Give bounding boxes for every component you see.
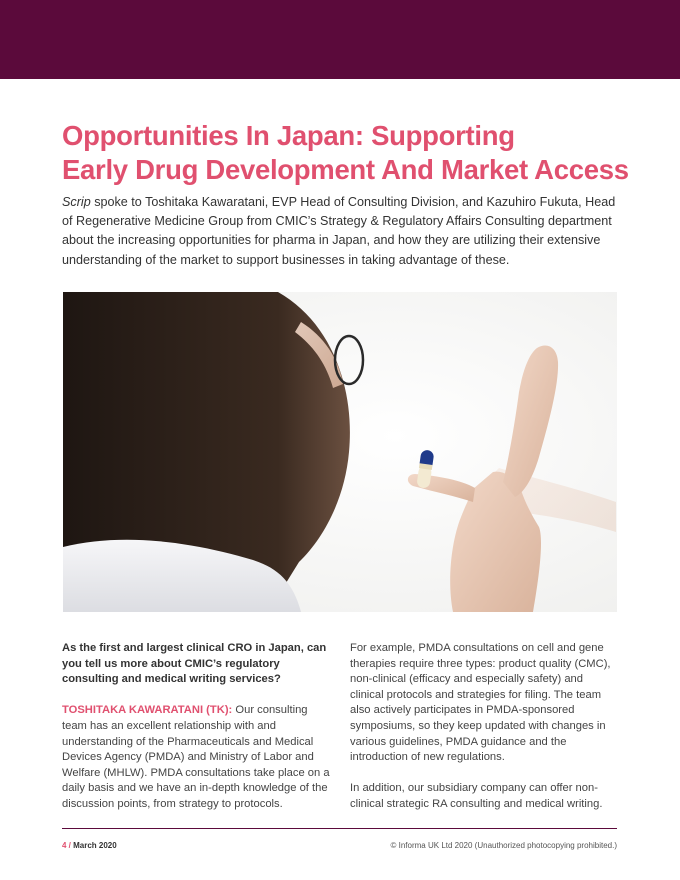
page-number: 4 bbox=[62, 841, 67, 850]
article-intro bbox=[62, 193, 620, 270]
interview-question: As the first and largest clinical CRO in Japan, can you tell us more about CMIC’s regulatory consulting and medical writing services? bbox=[62, 642, 327, 686]
title-line2: Early Drug Development And Market Access bbox=[62, 154, 629, 185]
speaker-label: TOSHITAKA KAWARATANI (TK): bbox=[62, 704, 233, 717]
article-title bbox=[62, 119, 642, 187]
left-column bbox=[62, 641, 330, 813]
hero-photo bbox=[63, 292, 617, 612]
header-band bbox=[0, 0, 680, 79]
footer-page-info bbox=[62, 841, 117, 850]
interview-answer bbox=[62, 703, 330, 812]
page-separator: / bbox=[66, 841, 74, 850]
woman-holding-capsule-illustration bbox=[63, 292, 617, 612]
issue-date: March 2020 bbox=[73, 841, 117, 850]
copyright-notice: © Informa UK Ltd 2020 (Unauthorized photocopying prohibited.) bbox=[390, 841, 617, 850]
intro-text: spoke to Toshitaka Kawaratani, EVP Head of Consulting Division, and Kazuhiro Fukuta, Head of Regenerative Medicine Group from CMIC’s Strategy & Regulatory Affairs Consulting department about the increasing opportunities for pharma in Japan, and how they are utilizing their extensive understanding of the market to support businesses in taking advantage of these. bbox=[62, 195, 616, 267]
footer-divider bbox=[62, 828, 617, 829]
publication-name: Scrip bbox=[62, 195, 91, 209]
right-column bbox=[350, 641, 618, 813]
title-line1-rest: Supporting bbox=[363, 120, 515, 151]
title-bold-part: Opportunities In Japan: bbox=[62, 120, 364, 151]
body-paragraph-1: For example, PMDA consultations on cell and gene therapies require three types: product quality (CMC), non-clinical (efficacy and especially safety) and clinical protocols and strategies for filing. The team also actively participates in PMDA-sponsored symposiums, so they keep updated with changes in various guidelines, PMDA guidance and the introduction of new regulations. bbox=[350, 642, 611, 764]
body-paragraph-2: In addition, our subsidiary company can offer non-clinical strategic RA consulting and medical writing. bbox=[350, 782, 603, 810]
answer-text: Our consulting team has an excellent relationship with and understanding of the Pharmaceuticals and Medical Devices Agency (PMDA) and Ministry of Labor and Welfare (MHLW). PMDA consultations take place on a daily basis and we have an in-depth knowledge of the discussion points, from strategy to protocols. bbox=[62, 704, 330, 810]
